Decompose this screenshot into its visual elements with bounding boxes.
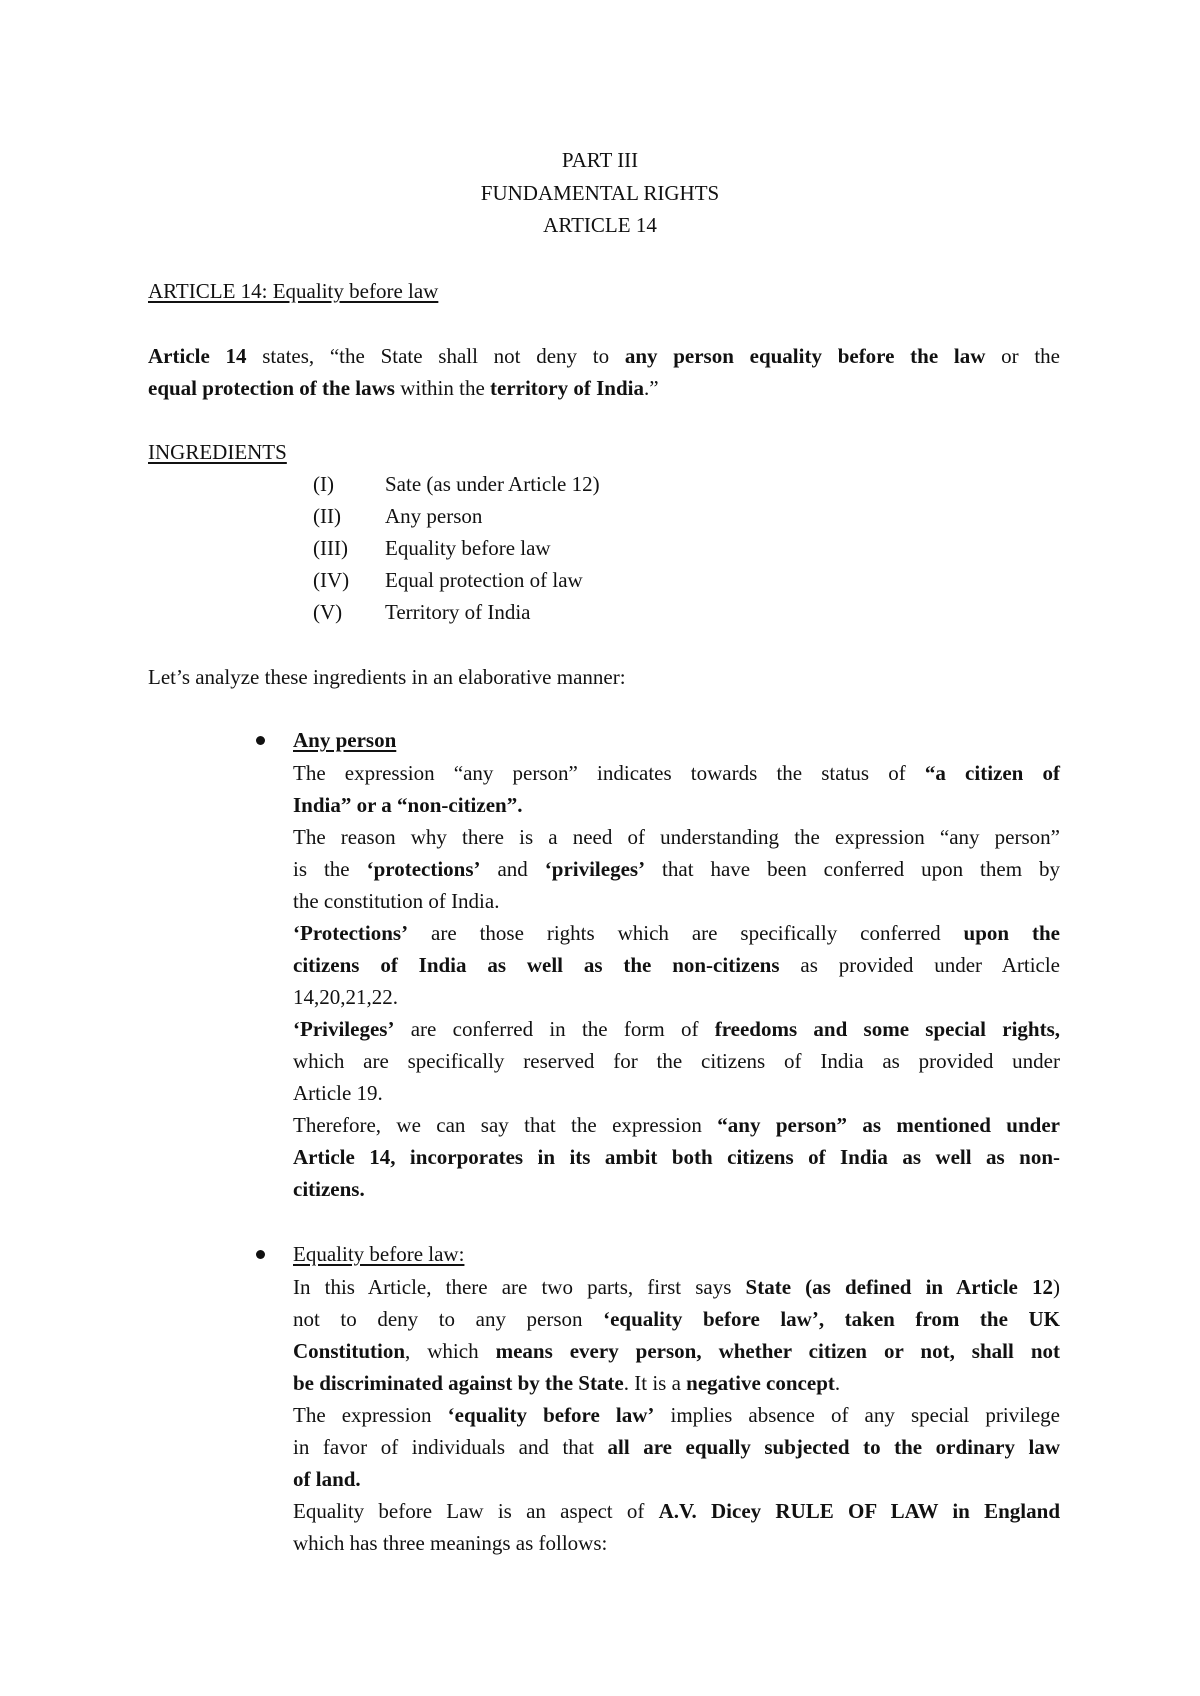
any-person-line-13: Article 14, incorporates in its ambit both citizens of India as well as non-: [293, 1145, 1060, 1169]
ingredient-number: (V): [313, 600, 343, 624]
ingredient-number: (I): [313, 472, 334, 496]
bullet-icon: [256, 736, 265, 745]
bullet-icon: [256, 1250, 265, 1259]
ingredient-text: Equality before law: [385, 536, 551, 560]
equality-line-6: in favor of individuals and that all are equally subjected to the ordinary law: [293, 1435, 1061, 1459]
any-person-line-5: the constitution of India.: [293, 889, 500, 913]
any-person-line-8: 14,20,21,22.: [293, 985, 398, 1009]
equality-line-8: Equality before Law is an aspect of A.V. Dicey RULE OF LAW in England: [293, 1499, 1060, 1523]
ingredient-number: (II): [313, 504, 341, 528]
intro-line-1: Article 14 states, “the State shall not deny to any person equality before the law or the: [148, 344, 1060, 368]
equality-line-2: not to deny to any person ‘equality before law’, taken from the UK: [293, 1307, 1060, 1331]
equality-title: Equality before law:: [293, 1242, 465, 1266]
analyze-text: Let’s analyze these ingredients in an elaborative manner:: [148, 665, 626, 689]
subject-heading: FUNDAMENTAL RIGHTS: [480, 181, 720, 205]
ingredients-title: INGREDIENTS: [148, 440, 287, 464]
equality-line-3: Constitution, which means every person, whether citizen or not, shall not: [293, 1339, 1060, 1363]
article-heading: ARTICLE 14: [543, 213, 657, 237]
any-person-line-2: India” or a “non-citizen”.: [293, 793, 523, 817]
ingredient-text: Equal protection of law: [385, 568, 583, 592]
any-person-line-9: ‘Privileges’ are conferred in the form of freedoms and some special rights,: [293, 1017, 1060, 1041]
equality-line-9: which has three meanings as follows:: [293, 1531, 608, 1555]
any-person-line-11: Article 19.: [293, 1081, 383, 1105]
any-person-line-4: is the ‘protections’ and ‘privileges’ that have been conferred upon them by: [293, 857, 1060, 881]
equality-line-4: be discriminated against by the State. It is a negative concept.: [293, 1371, 841, 1395]
any-person-line-14: citizens.: [293, 1177, 365, 1201]
equality-line-1: In this Article, there are two parts, first says State (as defined in Article 12): [293, 1275, 1060, 1299]
ingredient-text: Sate (as under Article 12): [385, 472, 600, 496]
equality-line-7: of land.: [293, 1467, 361, 1491]
intro-line-2: equal protection of the laws within the territory of India.”: [148, 376, 659, 400]
any-person-line-10: which are specifically reserved for the citizens of India as provided under: [293, 1049, 1060, 1073]
any-person-line-3: The reason why there is a need of understanding the expression “any person”: [293, 825, 1060, 849]
part-heading: PART III: [561, 148, 639, 172]
equality-line-5: The expression ‘equality before law’ implies absence of any special privilege: [293, 1403, 1060, 1427]
ingredient-text: Territory of India: [385, 600, 531, 624]
any-person-title: Any person: [293, 728, 397, 752]
any-person-line-7: citizens of India as well as the non-citizens as provided under Article: [293, 953, 1061, 977]
ingredient-number: (IV): [313, 568, 350, 592]
any-person-line-6: ‘Protections’ are those rights which are specifically conferred upon the: [293, 921, 1060, 945]
any-person-line-1: The expression “any person” indicates towards the status of “a citizen of: [293, 761, 1060, 785]
section-title: ARTICLE 14: Equality before law: [148, 279, 439, 303]
ingredient-number: (III): [313, 536, 348, 560]
ingredient-text: Any person: [385, 504, 483, 528]
any-person-line-12: Therefore, we can say that the expression “any person” as mentioned under: [293, 1113, 1060, 1137]
